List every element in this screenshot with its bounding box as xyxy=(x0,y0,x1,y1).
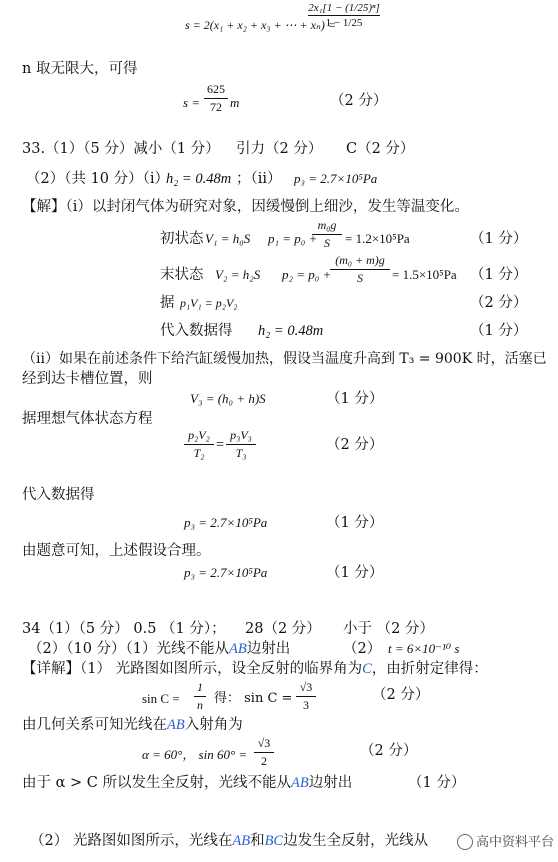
sum-formula-den: 1 − 1/25 xyxy=(325,17,363,29)
q34-part1-answer3: 小于 （2 分） xyxy=(343,621,434,637)
geometry-pre: 由几何关系可知光线在 xyxy=(22,717,167,733)
final-state-score: （1 分） xyxy=(470,267,528,283)
s-result-unit: m xyxy=(230,95,240,110)
part-ii-line1: （ii）如果在前述条件下给汽缸缓慢加热，假设当温度升高到 T₃ = 900K 时，活塞已 xyxy=(22,351,547,367)
detail-line xyxy=(22,660,488,678)
part-ii-line2: 经到达卡槽位置，则 xyxy=(22,371,153,387)
geometry-ab: AB xyxy=(167,717,185,733)
boyle-equation: p₁V₁ = p₂V₂ xyxy=(180,296,238,310)
q34-part2-t: t = 6×10⁻¹⁰ s xyxy=(388,641,460,656)
q33-part1-answer3: C（2 分） xyxy=(346,141,415,157)
last-line xyxy=(30,832,428,850)
final-state-den: S xyxy=(357,271,363,285)
substitute-h2-value: h₂ = 0.48m xyxy=(258,323,324,339)
q34-part2-ab: AB xyxy=(229,641,247,657)
q33-part1-answer2: 引力（2 分） xyxy=(236,141,323,157)
q34-part2-line xyxy=(28,640,290,658)
ideal-gas-label: 据理想气体状态方程 xyxy=(22,411,153,427)
final-state-label: 末状态 xyxy=(160,267,204,283)
solution-intro: 【解】（i）以封闭气体为研究对象，因缓慢倒上细沙，发生等温变化。 xyxy=(22,199,469,215)
ideal-gas-left-den: T₂ xyxy=(193,446,205,460)
p3-line2-equation: p₃ = 2.7×10⁵Pa xyxy=(184,565,268,580)
ideal-gas-left-num: p₂V₂ xyxy=(188,428,210,442)
initial-state-score: （1 分） xyxy=(470,231,528,247)
initial-state-value: = 1.2×10⁵Pa xyxy=(345,231,410,246)
initial-state-label: 初状态 xyxy=(160,231,204,247)
initial-state-num: m₀g xyxy=(317,218,337,232)
final-state-v2: V₂ = h₂S xyxy=(215,267,261,282)
s-result-fraction xyxy=(204,82,228,115)
last-line-post: 边发生全反射，光线从 xyxy=(283,833,429,849)
detail-c: C xyxy=(362,661,372,677)
v3-score: （1 分） xyxy=(326,391,384,407)
substitute-h2-label: 代入数据得 xyxy=(160,323,233,339)
ideal-gas-right-fraction xyxy=(226,428,256,461)
ideal-gas-score: （2 分） xyxy=(326,437,384,453)
alpha-fraction xyxy=(254,736,274,769)
substitute-label: 代入数据得 xyxy=(22,487,95,503)
detail-pre: 【详解】（1） 光路图如图所示，设全反射的临界角为 xyxy=(22,661,363,677)
sinc-right-fraction xyxy=(296,680,316,713)
total-reflection-ab: AB xyxy=(290,775,309,791)
s-result-score: （2 分） xyxy=(330,93,388,109)
p3-line1-equation: p₃ = 2.7×10⁵Pa xyxy=(184,515,268,530)
q34-part2-post: 边射出 xyxy=(246,641,291,657)
q33-part1-label: 33.（1）（5 分）减小（1 分） xyxy=(22,141,220,157)
q34-part2-sub2: （2） xyxy=(343,641,382,657)
geometry-line xyxy=(22,716,243,734)
boyle-score: （2 分） xyxy=(470,295,528,311)
sinc-right-den: 3 xyxy=(303,698,309,712)
q33-part2-h2: h₂ = 0.48m xyxy=(166,171,232,187)
s-result-den: 72 xyxy=(210,100,222,114)
initial-state-p1: p₁ = p₀ + xyxy=(268,231,318,246)
watermark xyxy=(457,831,554,851)
p3-line2-score: （1 分） xyxy=(326,565,384,581)
sum-formula-lhs: s = 2(x₁ + x₂ + x₃ + ⋯ + xₙ) = xyxy=(185,18,336,32)
p3-line1-score: （1 分） xyxy=(326,515,384,531)
alpha-num: √3 xyxy=(257,736,271,750)
alpha-score: （2 分） xyxy=(360,743,418,759)
detail-post: ，由折射定律得： xyxy=(371,661,488,677)
alpha-den: 2 xyxy=(261,754,267,768)
ideal-gas-equals: = xyxy=(216,437,225,453)
s-result-lhs: s = xyxy=(183,95,201,110)
sinc-num: 1 xyxy=(197,680,203,694)
final-state-num: (m₀ + m)g xyxy=(335,253,385,267)
initial-state-v1: V₁ = h₀S xyxy=(205,231,251,246)
initial-state-fraction xyxy=(312,218,342,251)
q33-part2-sep: ；（ii） xyxy=(236,171,282,187)
q33-part2-label: （2）（共 10 分）（i） xyxy=(26,171,170,187)
s-result-num: 625 xyxy=(207,82,225,96)
ideal-gas-left-fraction xyxy=(184,428,214,461)
ideal-gas-right-num: p₃V₃ xyxy=(230,428,252,442)
reasonable-line: 由题意可知，上述假设合理。 xyxy=(22,543,211,559)
ideal-gas-right-den: T₃ xyxy=(235,446,247,460)
sinc-fraction xyxy=(194,680,206,713)
q34-part1-answer2: 28（2 分） xyxy=(245,621,321,637)
v3-equation: V₃ = (h₀ + h)S xyxy=(190,391,266,406)
sinc-den: n xyxy=(197,698,203,712)
sinc-right-num: √3 xyxy=(299,680,313,694)
final-state-fraction xyxy=(330,253,390,286)
n-infinite-line: n 取无限大，可得 xyxy=(22,61,138,77)
final-state-p2: p₂ = p₀ + xyxy=(282,267,332,282)
sinc-lhs: sin C = xyxy=(142,691,180,706)
q34-part1-label: 34（1）（5 分） 0.5 （1 分）； xyxy=(22,621,226,637)
substitute-h2-score: （1 分） xyxy=(470,323,528,339)
last-line-ab: AB xyxy=(232,833,251,849)
geometry-post: 入射角为 xyxy=(184,717,243,733)
sinc-score: （2 分） xyxy=(372,687,430,703)
final-state-value: = 1.5×10⁵Pa xyxy=(392,267,457,282)
sum-formula-num: 2x₁[1 − (1/25)ⁿ] xyxy=(308,2,380,14)
watermark-text: 高中资料平台 xyxy=(475,834,554,850)
total-reflection-pre: 由于 α > C 所以发生全反射，光线不能从 xyxy=(22,775,291,791)
total-reflection-line xyxy=(22,774,352,792)
last-line-pre: （2） 光路图如图所示，光线在 xyxy=(30,833,233,849)
q34-part2-pre: （2）（10 分）（1）光线不能从 xyxy=(28,641,230,657)
q33-part2-p3: p₃ = 2.7×10⁵Pa xyxy=(294,171,378,186)
watermark-logo-icon xyxy=(457,834,473,850)
alpha-equation: α = 60°， sin 60° = xyxy=(142,747,248,762)
total-reflection-post: 边射出 xyxy=(308,775,353,791)
initial-state-den: S xyxy=(324,236,330,250)
sum-formula-fraction xyxy=(308,2,380,29)
boyle-label: 据 xyxy=(160,295,175,311)
sinc-mid: 得： sin C = xyxy=(214,691,293,706)
last-line-bc: BC xyxy=(264,833,284,849)
last-line-and: 和 xyxy=(250,833,265,849)
total-reflection-score: （1 分） xyxy=(408,775,466,791)
